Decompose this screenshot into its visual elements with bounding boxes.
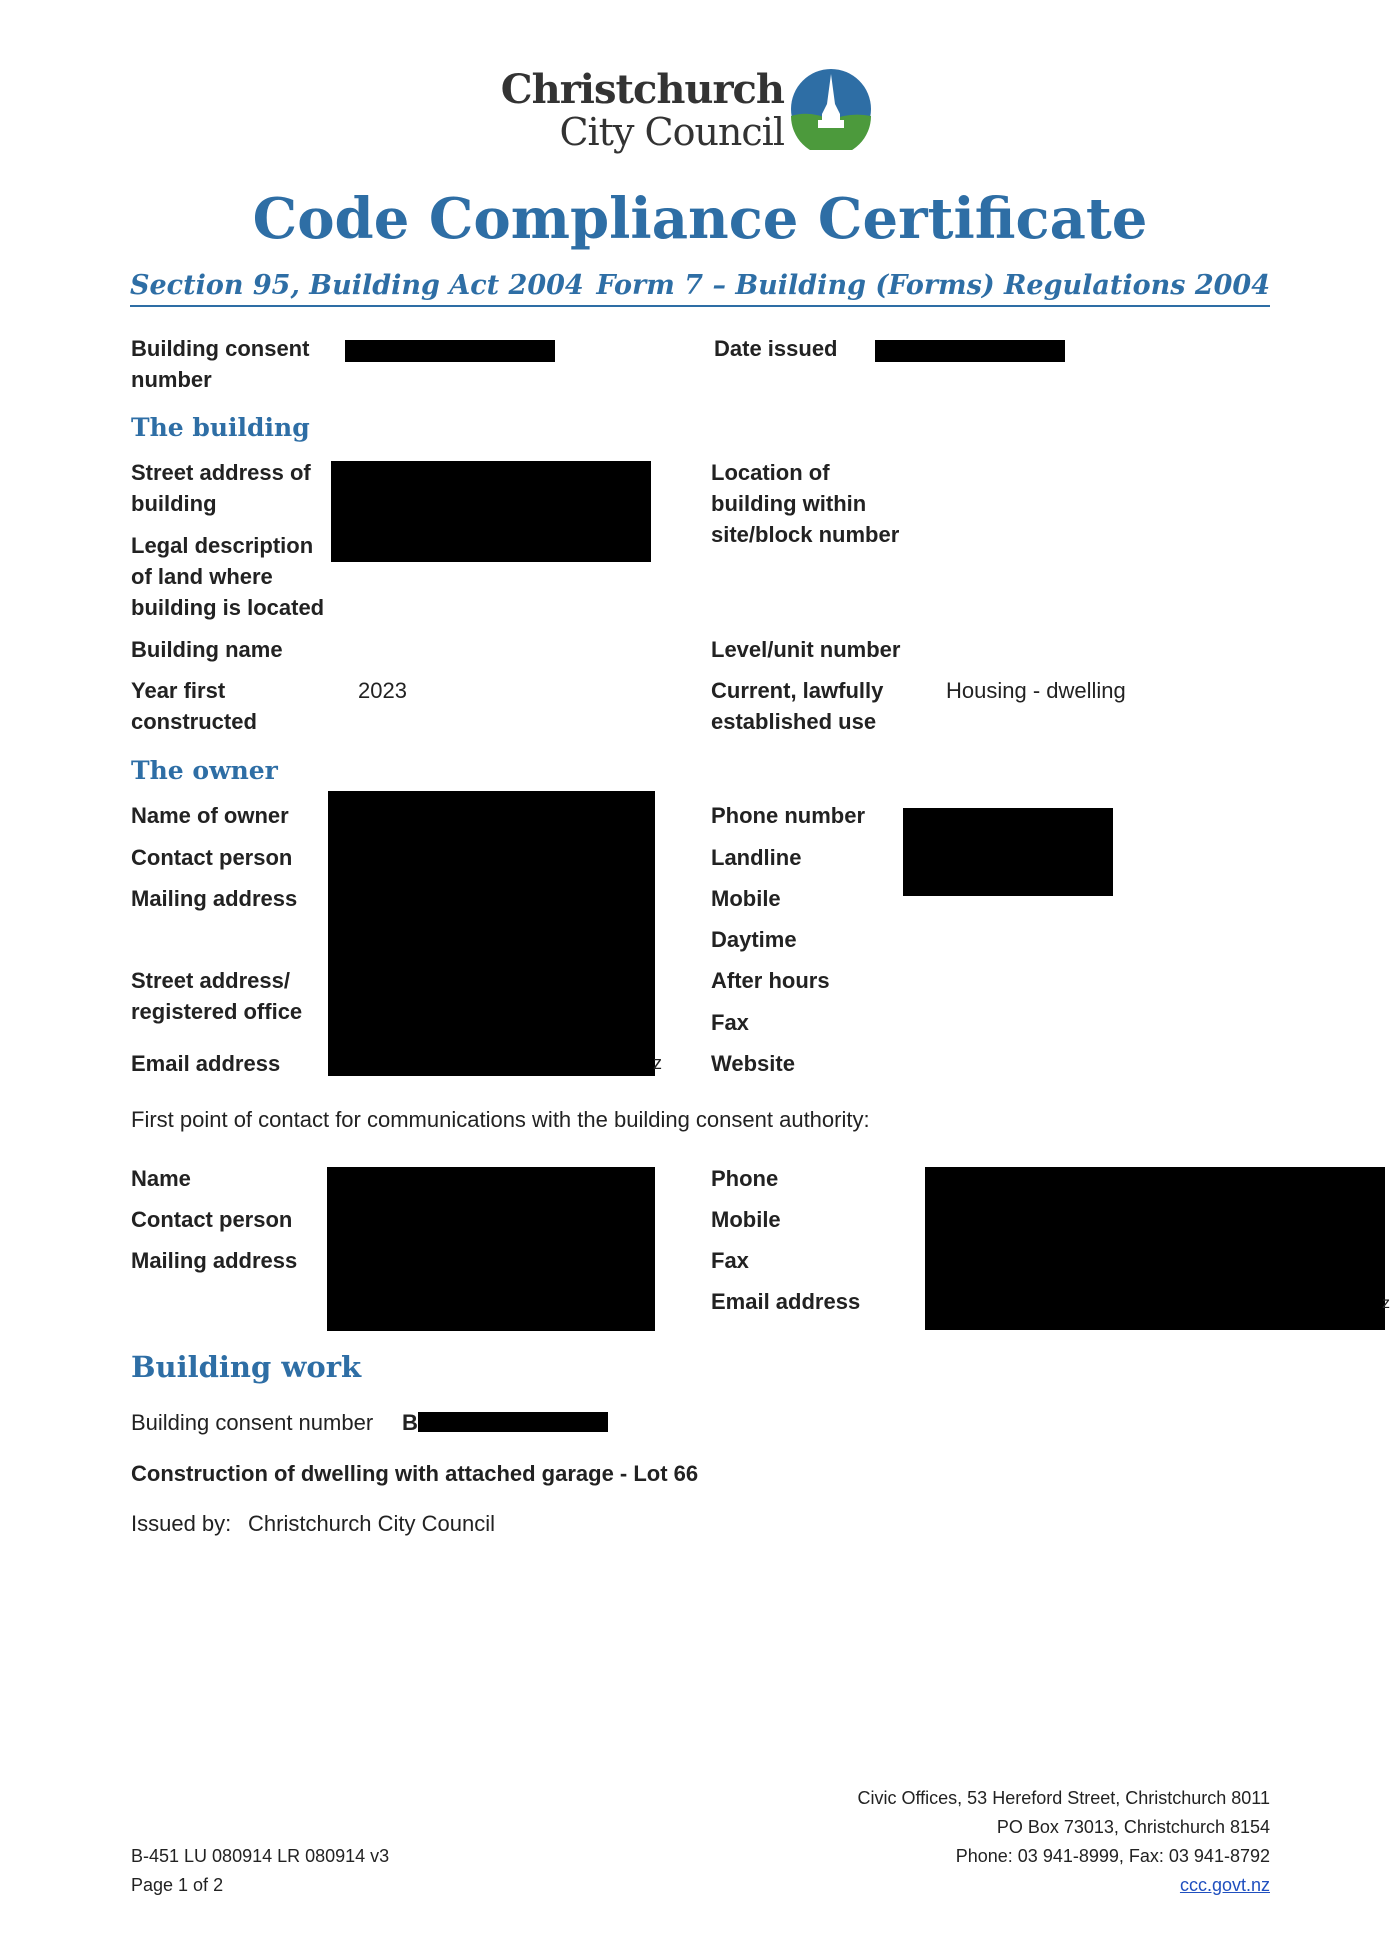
redacted-contact-phone-email <box>925 1167 1385 1330</box>
owner-email-label: Email address <box>131 1051 281 1076</box>
fax-label: Fax <box>711 1010 749 1035</box>
first-contact-intro: First point of contact for communications with the building consent authority: <box>131 1107 870 1132</box>
redacted-owner-details <box>328 791 655 1076</box>
redacted-work-consent-number <box>418 1412 608 1432</box>
after-hours-label: After hours <box>711 968 830 993</box>
legal-description-label: Legal description of land where building is located <box>131 533 325 620</box>
year-constructed-value: 2023 <box>358 678 407 703</box>
date-issued-label: Date issued <box>714 336 838 361</box>
owner-name-label: Name of owner <box>131 803 289 828</box>
redacted-contact-details <box>327 1167 655 1331</box>
section-the-building: The building <box>131 413 310 442</box>
level-unit-label: Level/unit number <box>711 637 901 662</box>
mobile-label: Mobile <box>711 886 781 911</box>
owner-email-suffix: z <box>653 1053 662 1073</box>
issued-by-value: Christchurch City Council <box>248 1511 495 1536</box>
work-consent-prefix: B <box>402 1410 418 1435</box>
header-divider <box>130 305 1270 307</box>
contact-email-suffix: z <box>1382 1295 1390 1312</box>
street-address-label: Street address of building <box>131 460 311 516</box>
subtitle-act: Section 95, Building Act 2004 <box>130 270 584 301</box>
footer-address-line1: Civic Offices, 53 Hereford Street, Christchurch 8011 <box>857 1788 1270 1808</box>
daytime-label: Daytime <box>711 927 797 952</box>
location-in-site-label: Location of building within site/block number <box>711 460 900 547</box>
redacted-consent-number <box>345 340 555 362</box>
subtitle-form: Form 7 – Building (Forms) Regulations 2004 <box>596 270 1270 301</box>
contact-mobile-label: Mobile <box>711 1207 781 1232</box>
logo-text-line2: City Council <box>559 110 784 154</box>
contact-mailing-label: Mailing address <box>131 1248 298 1273</box>
redacted-date-issued <box>875 340 1065 362</box>
footer-form-code: B-451 LU 080914 LR 080914 v3 <box>131 1846 390 1866</box>
work-description: Construction of dwelling with attached garage - Lot 66 <box>131 1461 699 1486</box>
cathedral-emblem-icon <box>790 68 872 150</box>
contact-person-label: Contact person <box>131 1207 293 1232</box>
year-constructed-label: Year first constructed <box>131 678 257 734</box>
building-name-label: Building name <box>131 637 283 662</box>
redacted-building-address <box>331 461 651 562</box>
section-the-owner: The owner <box>131 756 278 785</box>
contact-name-label: Name <box>131 1166 191 1191</box>
redacted-owner-phone <box>903 808 1113 896</box>
logo <box>500 66 880 162</box>
owner-mailing-label: Mailing address <box>131 886 298 911</box>
current-use-label: Current, lawfully established use <box>711 678 884 734</box>
footer-address-line2: PO Box 73013, Christchurch 8154 <box>996 1817 1270 1837</box>
current-use-value: Housing - dwelling <box>946 678 1126 703</box>
footer-website-link[interactable]: ccc.govt.nz <box>1179 1875 1270 1895</box>
issued-by-label: Issued by: <box>131 1511 232 1536</box>
contact-fax-label: Fax <box>711 1248 749 1273</box>
consent-number-label: Building consent number <box>131 336 310 392</box>
contact-email-label: Email address <box>711 1289 861 1314</box>
owner-contact-label: Contact person <box>131 845 293 870</box>
footer-phones: Phone: 03 941-8999, Fax: 03 941-8792 <box>955 1846 1270 1866</box>
landline-label: Landline <box>711 845 802 870</box>
owner-street-label: Street address/ registered office <box>131 968 303 1024</box>
footer-page-number: Page 1 of 2 <box>131 1875 224 1895</box>
contact-phone-label: Phone <box>711 1166 779 1191</box>
phone-number-label: Phone number <box>711 803 866 828</box>
section-building-work: Building work <box>131 1350 362 1384</box>
logo-text-line1: Christchurch <box>500 66 784 113</box>
website-label: Website <box>711 1051 795 1076</box>
work-consent-label: Building consent number <box>131 1410 374 1435</box>
document-title: Code Compliance Certificate <box>252 186 1148 252</box>
